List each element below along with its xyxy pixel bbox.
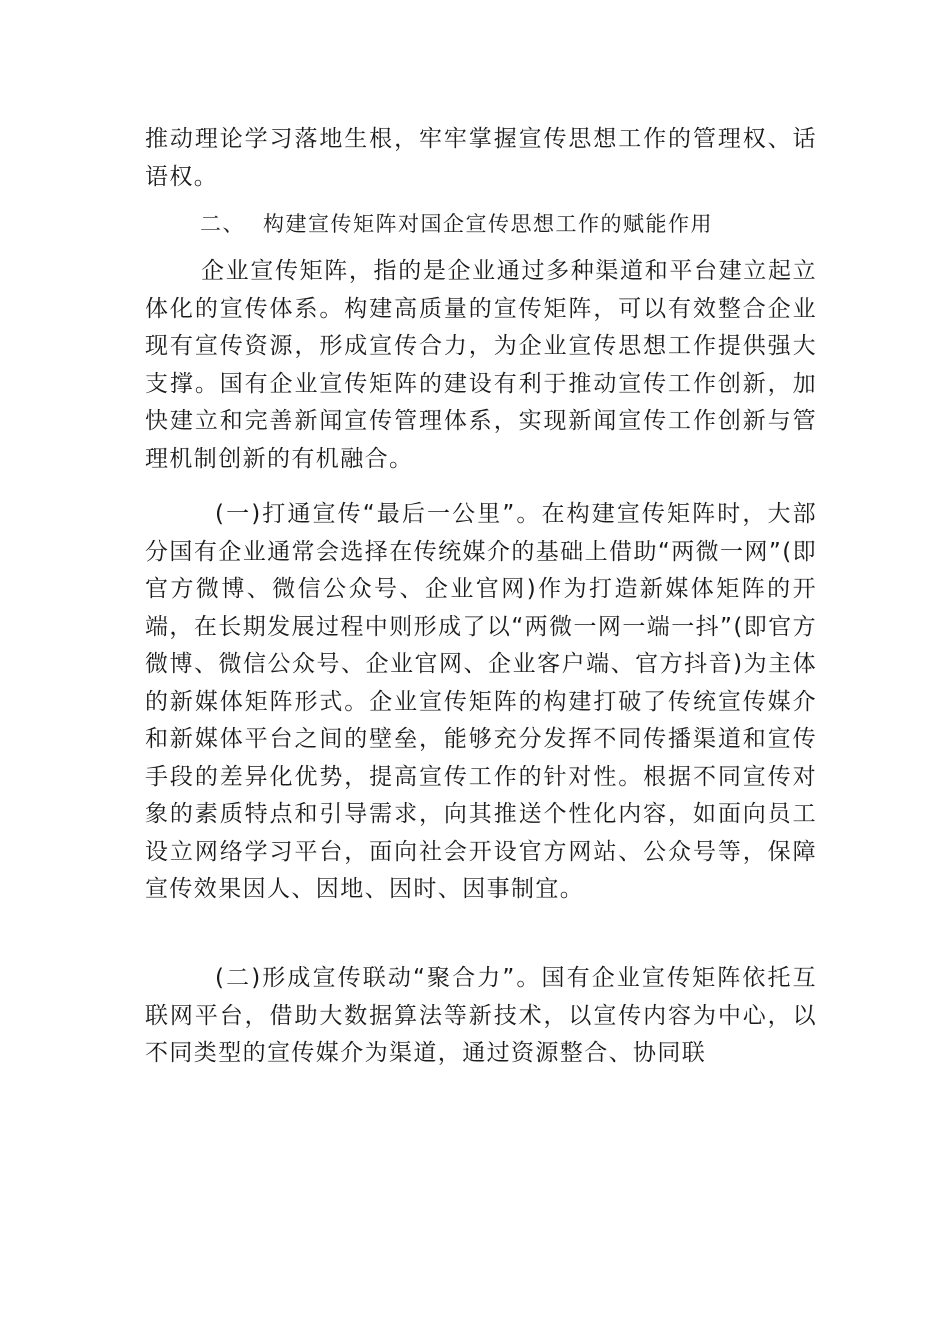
paragraph-continuation: 推动理论学习落地生根，牢牢掌握宣传思想工作的管理权、话语权。 bbox=[145, 126, 817, 190]
section-heading-number: 二、 bbox=[200, 212, 245, 236]
paragraph-definition: 企业宣传矩阵，指的是企业通过多种渠道和平台建立起立体化的宣传体系。构建高质量的宣传矩阵，可以有效整合企业现有宣传资源，形成宣传合力，为企业宣传思想工作提供强大支撑。国有企业宣传矩阵的建设有利于推动宣传工作创新，加快建立和完善新闻宣传管理体系，实现新闻宣传工作创新与管理机制创新的有机融合。 bbox=[145, 258, 817, 472]
section-heading-text: 构建宣传矩阵对国企宣传思想工作的赋能作用 bbox=[263, 212, 713, 236]
paragraph-subsection-1: (一)打通宣传“最后一公里”。在构建宣传矩阵时，大部分国有企业通常会选择在传统媒介的基础上借助“两微一网”(即官方微博、微信公众号、企业官网)作为打造新媒体矩阵的开端，在长期发展过程中则形成了以“两微一网一端一抖”(即官方微博、微信公众号、企业官网、企业客户端、官方抖音)为主体的新媒体矩阵形式。企业宣传矩阵的构建打破了传统宣传媒介和新媒体平台之间的壁垒，能够充分发挥不同传播渠道和宣传手段的差异化优势，提高宣传工作的针对性。根据不同宣传对象的素质特点和引导需求，向其推送个性化内容，如面向员工设立网络学习平台，面向社会开设官方网站、公众号等，保障宣传效果因人、因地、因时、因事制宜。 bbox=[145, 501, 817, 902]
paragraph-subsection-2: (二)形成宣传联动“聚合力”。国有企业宣传矩阵依托互联网平台，借助大数据算法等新技术，以宣传内容为中心，以不同类型的宣传媒介为渠道，通过资源整合、协同联 bbox=[145, 965, 817, 1066]
section-heading bbox=[200, 208, 713, 238]
